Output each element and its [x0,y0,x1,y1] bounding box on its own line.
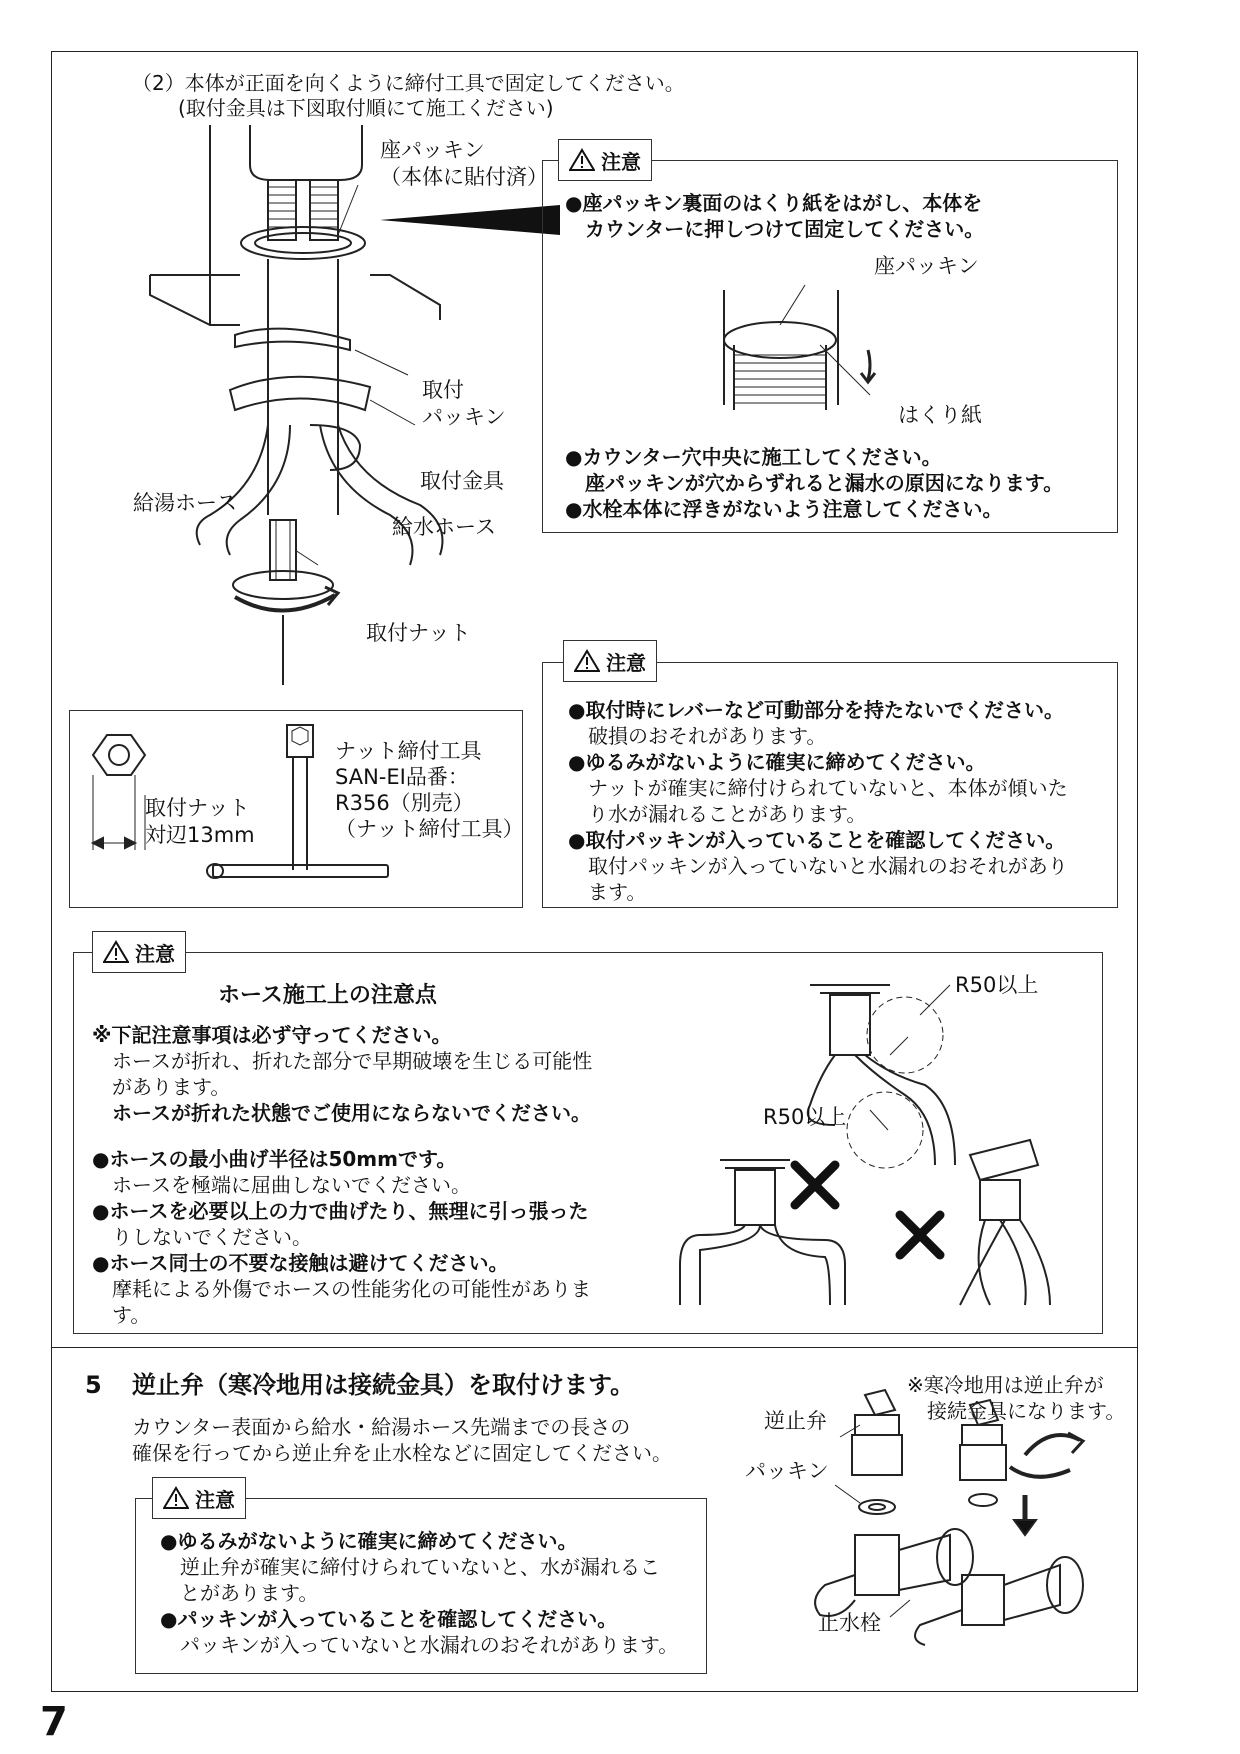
label-kyuto-hose: 給湯ホース [133,491,237,515]
hose-line: す。 [92,1303,151,1327]
tool-line: （ナット締付工具） [335,817,524,841]
caution1-text-b [565,444,1063,522]
label-packing: パッキン [422,405,506,429]
caution4-line: ●パッキンが入っていることを確認してください。 [160,1607,618,1631]
caution1-line: ●水栓本体に浮きがないよう注意してください。 [565,497,1003,521]
hose-caution-intro [92,1022,592,1126]
step5-desc [132,1414,672,1466]
caution4-line: 逆止弁が確実に締付けられていないと、水が漏れるこ [160,1555,660,1579]
hose-line: ●ホース同士の不要な接触は避けてください。 [92,1251,509,1275]
step5-note-line: ※寒冷地用は逆止弁が [907,1373,1104,1397]
hose-intro-line: があります。 [92,1075,231,1099]
check-valve-diagram [800,1385,1130,1645]
step5-title: 逆止弁（寒冷地用は接続金具）を取付けます。 [132,1371,635,1399]
hose-bold-warning: ホースが折れた状態でご使用にならないでください。 [92,1101,591,1125]
caution4-line: ●ゆるみがないように確実に締めてください。 [160,1529,578,1553]
caution-tag-2 [563,640,657,682]
hose-intro-line: ※下記注意事項は必ず守ってください。 [92,1023,452,1047]
caution2-line: ナットが確実に締付けられていないと、本体が傾いた [568,776,1068,800]
caution2-line: ●ゆるみがないように確実に締めてください。 [568,750,986,774]
caution1-line: ●カウンター穴中央に施工してください。 [565,445,942,469]
caution2-line: 破損のおそれがあります。 [568,724,827,748]
caution1-text-a [565,190,984,242]
label-step5-packing: パッキン [745,1459,829,1483]
hose-intro-line: ホースが折れ、折れた部分で早期破壊を生じる可能性 [92,1049,593,1073]
label-toritsuke: 取付 [422,378,464,402]
label-gyakushiben: 逆止弁 [764,1409,827,1433]
section-divider [51,1347,1138,1348]
caution2-line: 取付パッキンが入っていないと水漏れのおそれがあり [568,854,1068,878]
tool-line: SAN-EI品番： [335,765,469,789]
step2-line1: （2）本体が正面を向くように締付工具で固定してください。 [132,71,685,95]
tool-description [335,738,524,842]
caution2-line: り水が漏れることがあります。 [568,802,867,826]
tool-line: R356（別売） [335,791,474,815]
hose-caution-title: ホース施工上の注意点 [218,983,437,1008]
caution4-line: パッキンが入っていないと水漏れのおそれがあります。 [160,1633,679,1657]
label-za-packing-note: （本体に貼付済） [380,165,548,189]
r50-label-1: R50以上 [955,973,1039,997]
fig-label-za-packing: 座パッキン [874,254,979,278]
caution-tag-4 [152,1477,246,1519]
tool-line: ナット締付工具 [335,739,482,763]
warning-icon [103,940,129,964]
caution2-line: ます。 [568,880,647,904]
hose-line: 摩耗による外傷でホースの性能劣化の可能性がありま [92,1277,591,1301]
label-nut: 取付ナット [366,621,471,645]
fig-label-hakuri: はくり紙 [898,403,982,427]
seat-packing-diagram [720,285,920,435]
warning-icon [569,148,595,172]
caution4-text [160,1528,678,1658]
hose-line: ●ホースの最小曲げ半径は50mmです。 [92,1147,457,1171]
caution2-line: ●取付パッキンが入っていることを確認してください。 [568,828,1066,852]
hose-bending-diagrams [660,965,1090,1325]
step5-desc-line: 確保を行ってから逆止弁を止水栓などに固定してください。 [132,1441,672,1465]
warning-icon [163,1486,189,1510]
step5-number: 5 [85,1371,102,1399]
step5-note-line: 接続金具になります。 [907,1399,1126,1423]
caution-tag-3 [92,931,186,973]
caution1-line: ●座パッキン裏面のはくり紙をはがし、本体を [565,191,983,215]
caution2-line: ●取付時にレバーなど可動部分を持たないでください。 [568,698,1065,722]
tool-nut-label2: 対辺13mm [145,823,255,847]
hose-caution-list [92,1146,591,1328]
caution-label: 注意 [606,650,646,675]
caution2-text [568,697,1068,905]
page-number: 7 [40,1699,68,1745]
hose-line: りしないでください。 [92,1225,312,1249]
step5-desc-line: カウンター表面から給水・給湯ホース先端までの長さの [132,1415,631,1439]
caution4-line: とがあります。 [160,1581,319,1605]
step2-line2: (取付金具は下図取付順にて施工ください) [178,96,554,120]
caution-label: 注意 [135,941,175,966]
caution1-line: カウンターに押しつけて固定してください。 [565,217,985,241]
hose-line: ホースを極端に屈曲しないでください。 [92,1173,471,1197]
caution-label: 注意 [601,149,641,174]
caution-tag-1 [558,139,652,181]
caution-label: 注意 [195,1487,235,1512]
caution1-line: 座パッキンが穴からずれると漏水の原因になります。 [565,471,1064,495]
r50-label-2: R50以上 [763,1105,847,1129]
tool-nut-label1: 取付ナット [145,796,250,820]
label-kyusui-hose: 給水ホース [392,515,496,539]
hose-line: ●ホースを必要以上の力で曲げたり、無理に引っ張った [92,1199,589,1223]
label-shisuisen: 止水栓 [818,1611,881,1635]
label-kanagu: 取付金具 [420,469,504,493]
label-za-packing: 座パッキン [380,138,485,162]
warning-icon [574,649,600,673]
